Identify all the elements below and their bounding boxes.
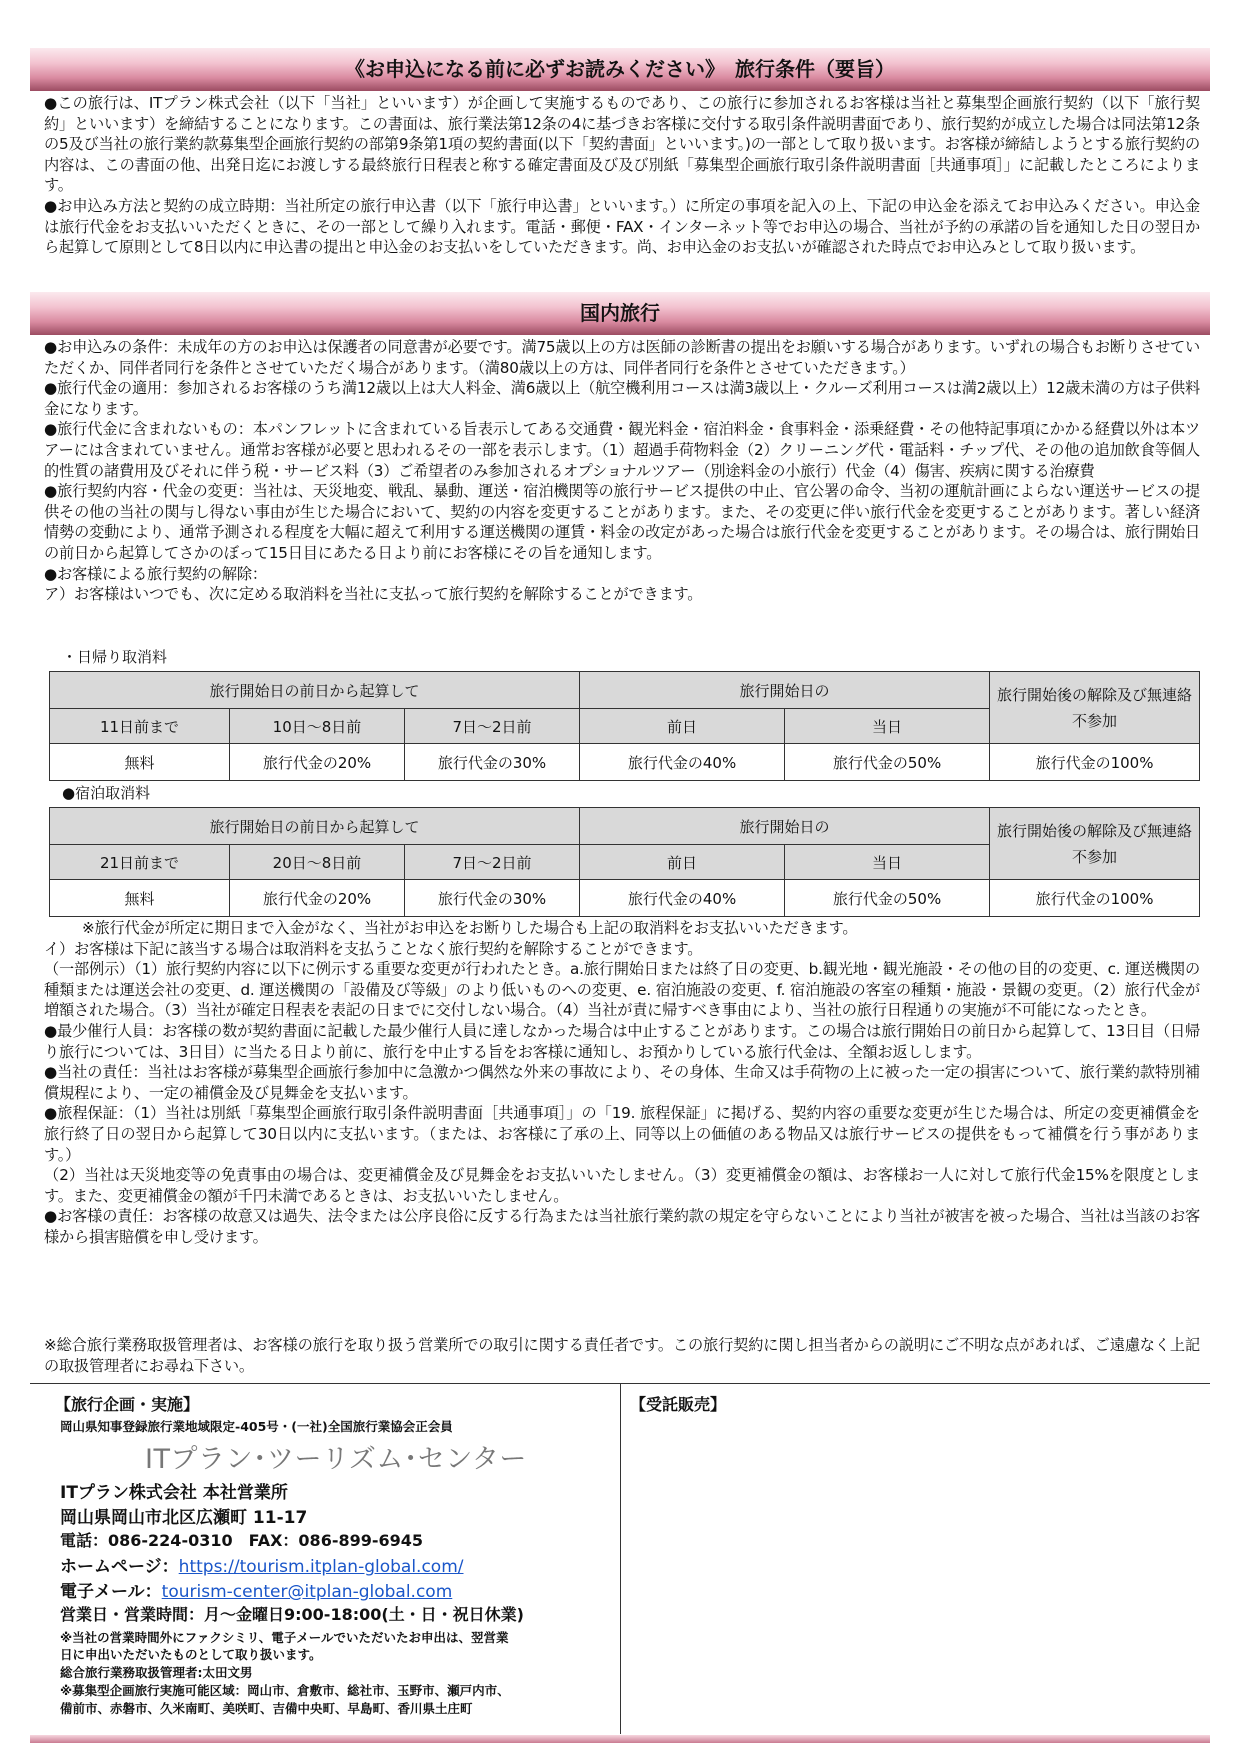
hours-note: ※当社の営業時間外にファクシミリ、電子メールでいただいたお申出は、翌営業 bbox=[60, 1630, 509, 1645]
company-logo: ITプラン･ツーリズム･センター bbox=[145, 1444, 527, 1475]
domestic-paragraph: ●旅行契約内容・代金の変更：当社は、天災地変、戦乱、暴動、運送・宿泊機関等の旅行サービス提供の中止、官公署の命令、当初の運航計画によらない運送サービスの提供その他の当社の関与し得ない事由が生じた場合において、契約の内容を変更することがあります。また、その変更に伴い旅行代金を変更することがあります。著しい経済情勢の変動により、通常予測される程度を大幅に超えて利用する運送機関の運賃・料金の改定があった場合は旅行代金を変更することがあります。その場合は、旅行開始日の前日から起算してさかのぼって15日目にあたる日より前にお客様にその旨を通知します。 bbox=[44, 482, 1200, 562]
terms-paragraph: ※旅行代金が所定に期日まで入金がなく、当社がお申込をお断りした場合も上記の取消料をお支払いいただきます。 bbox=[82, 919, 858, 937]
header-first: 11日前まで bbox=[50, 709, 230, 744]
table-cell: 旅行代金の50% bbox=[785, 744, 990, 781]
homepage-label: ホームページ： bbox=[60, 1557, 179, 1577]
conditions-banner: 《お申込になる前に必ずお読みください》 旅行条件（要旨） bbox=[30, 48, 1210, 91]
header-first: 21日前まで bbox=[50, 845, 230, 880]
table-cell: 旅行代金の20% bbox=[230, 744, 405, 781]
header-same-day: 当日 bbox=[785, 845, 990, 880]
table-cell: 旅行代金の20% bbox=[230, 880, 405, 917]
domestic-banner: 国内旅行 bbox=[30, 292, 1210, 335]
stay-table-caption: ●宿泊取消料 bbox=[62, 784, 151, 802]
domestic-paragraph: ●お客様による旅行契約の解除： bbox=[44, 564, 267, 583]
homepage-row bbox=[60, 1552, 464, 1577]
header-d10-8: 10日～8日前 bbox=[230, 709, 405, 744]
company-phone: 電話：086-224-0310 FAX：086-899-6945 bbox=[60, 1531, 424, 1550]
terms-paragraph: ●お客様の責任：お客様の故意又は過失、法令または公序良俗に反する行為または当社旅行業約款の規定を守らないことにより当社が被害を被った場合、当社は当該のお客様から損害賠償を申し受けます。 bbox=[44, 1207, 1200, 1246]
header-onday: 旅行開始日の bbox=[580, 808, 990, 845]
email-link[interactable]: tourism-center@itplan-global.com bbox=[161, 1582, 453, 1602]
consign-label: 【受託販売】 bbox=[630, 1395, 727, 1414]
header-same-day: 当日 bbox=[785, 709, 990, 744]
table-cell: 旅行代金の30% bbox=[405, 880, 580, 917]
bottom-bar bbox=[30, 1735, 1210, 1743]
service-area: ※募集型企画旅行実施可能区域：岡山市、倉敷市、総社市、玉野市、瀬戸内市、 bbox=[60, 1683, 510, 1698]
table-cell: 無料 bbox=[50, 744, 230, 781]
terms-paragraph: ●最少催行人員：お客様の数が契約書面に記載した最少催行人員に達しなかった場合は中止することがあります。この場合は旅行開始日の前日から起算して、13日目（日帰り旅行については、3日目）に当たる日より前に、旅行を中止する旨をお客様に通知し、お預かりしている旅行代金は、全額お返しします。 bbox=[44, 1021, 1200, 1061]
domestic-paragraph: ア）お客様はいつでも、次に定める取消料を当社に支払って旅行契約を解除することができます。 bbox=[44, 585, 703, 604]
manager-note: ※総合旅行業務取扱管理者は、お客様の旅行を取り扱う営業所での取引に関する責任者です。この旅行契約に関し担当者からの説明にご不明な点があれば、ご遠慮なく上記の取扱管理者にお尋ね下さい。 bbox=[44, 1336, 1200, 1375]
homepage-link[interactable]: https://tourism.itplan-global.com/ bbox=[178, 1557, 464, 1577]
travel-manager: 総合旅行業務取扱管理者:太田文男 bbox=[60, 1665, 253, 1680]
header-d7-2: 7日～2日前 bbox=[405, 845, 580, 880]
intro-section bbox=[44, 93, 1200, 258]
header-prev-day: 前日 bbox=[580, 709, 785, 744]
header-d7-2: 7日～2日前 bbox=[405, 709, 580, 744]
email-label: 電子メール： bbox=[60, 1582, 162, 1602]
intro-paragraph: ●お申込み方法と契約の成立時期：当社所定の旅行申込書（以下「旅行申込書」といいます。）に所定の事項を記入の上、下記の申込金を添えてお申込みください。申込金は旅行代金をお支払いいただくときに、その一部として繰り入れます。電話・郵便・FAX・インターネット等でお申込の場合、当社が予約の承諾の旨を通知した日の翌日から起算して原則として8日以内に申込書の提出と申込金のお支払いをしていただきます。尚、お申込金のお支払いが確認された時点でお申込みとして取り扱います。 bbox=[44, 196, 1200, 257]
daytrip-cancel-table bbox=[49, 671, 1200, 781]
domestic-paragraph: ●お申込みの条件：未成年の方のお申込は保護者の同意書が必要です。満75歳以上の方は医師の診断書の提出をお願いする場合があります。いずれの場合もお断りさせていただくか、同伴者同行を条件とさせていただく場合があります。（満80歳以上の方は、同伴者同行を条件とさせていただきます。） bbox=[44, 338, 1200, 377]
header-before: 旅行開始日の前日から起算して bbox=[50, 672, 580, 709]
header-onday: 旅行開始日の bbox=[580, 672, 990, 709]
terms-paragraph: （2）当社は天災地変等の免責事由の場合は、変更補償金及び見舞金をお支払いいたしません。（3）変更補償金の額は、お客様お一人に対して旅行代金15%を限度とします。また、変更補償金の額が千円未満であるときは、お支払いいたしません。 bbox=[44, 1166, 1200, 1205]
intro-paragraph: ●この旅行は、ITプラン株式会社（以下「当社」といいます）が企画して実施するものであり、この旅行に参加されるお客様は当社と募集型企画旅行契約（以下「旅行契約」といいます）を締結することになります。この書面は、旅行業法第12条の4に基づきお客様に交付する取引条件説明書面であり、旅行契約が成立した場合は同法第12条の5及び当社の旅行業約款募集型企画旅行契約の部第9条第1項の契約書面(以下「契約書面」といいます。)の一部として取り扱います。お客様が締結しようとする旅行契約の内容は、この書面の他、出発日迄にお渡しする最終旅行日程表と称する確定書面及び及び別紙「募集型企画旅行取引条件説明書面［共通事項］」に記載したところによります。 bbox=[44, 94, 1200, 195]
table-cell: 旅行代金の40% bbox=[580, 744, 785, 781]
table-cell: 旅行代金の100% bbox=[990, 744, 1200, 781]
domestic-paragraph: ●旅行代金に含まれないもの：本パンフレットに含まれている旨表示してある交通費・観光料金・宿泊料金・食事料金・添乗経費・その他特記事項にかかる経費以外は本ツアーには含まれていません。通常お客様が必要と思われるその一部を表示します。（1）超過手荷物料金（2）クリーニング代・電話料・チップ代、その他の追加飲食等個人的性質の諸費用及びそれに伴う税・サービス料（3）ご希望者のみ参加されるオプショナルツアー（別途料金の小旅行）代金（4）傷害、疾病に関する治療費 bbox=[44, 420, 1200, 480]
company-name: ITプラン株式会社 本社営業所 bbox=[60, 1483, 288, 1503]
table-cell: 旅行代金の100% bbox=[990, 880, 1200, 917]
header-d20-8: 20日～8日前 bbox=[230, 845, 405, 880]
footer-divider bbox=[620, 1384, 621, 1734]
table-cell: 旅行代金の40% bbox=[580, 880, 785, 917]
domestic-section bbox=[44, 337, 1200, 605]
header-after: 旅行開始後の解除及び無連絡不参加 bbox=[990, 672, 1200, 744]
stay-cancel-table bbox=[49, 807, 1200, 917]
terms-paragraph: （一部例示）（1）旅行契約内容に以下に例示する重要な変更が行われたとき。a.旅行開始日または終了日の変更、b.観光地・観光施設・その他の目的の変更、c. 運送機関の種類または運送会社の変更、d. 運送機関の「設備及び等級」のより低いものへの変更、e. 宿泊施設の変更、f. 宿泊施設の客室の種類・施設・景観の変更。（2）旅行代金が増額された場合。（3）当社が確定日程表を表記の日までに交付しない場合。（4）当社が責に帰すべき事由により、当社の旅行日程通りの実施が不可能になったとき。 bbox=[44, 960, 1200, 1020]
email-row bbox=[60, 1577, 452, 1602]
header-before: 旅行開始日の前日から起算して bbox=[50, 808, 580, 845]
header-after: 旅行開始後の解除及び無連絡不参加 bbox=[990, 808, 1200, 880]
terms-paragraph: ●旅程保証：（1）当社は別紙「募集型企画旅行取引条件説明書面［共通事項］」の「19. 旅程保証」に掲げる、契約内容の重要な変更が生じた場合は、所定の変更補償金を旅行終了日の翌日から起算して30日以内に支払います。（または、お客様に了承の上、同等以上の価値のある物品又は旅行サービスの提供をもって補償を行う事があります。） bbox=[44, 1104, 1200, 1164]
table-cell: 無料 bbox=[50, 880, 230, 917]
hours-note: 日に申出いただいたものとして取り扱います。 bbox=[60, 1647, 322, 1662]
daytrip-table-caption: ・日帰り取消料 bbox=[62, 648, 168, 666]
header-prev-day: 前日 bbox=[580, 845, 785, 880]
service-area: 備前市、赤磐市、久米南町、美咲町、吉備中央町、早島町、香川県土庄町 bbox=[60, 1701, 473, 1716]
table-cell: 旅行代金の30% bbox=[405, 744, 580, 781]
terms-section bbox=[44, 918, 1200, 1248]
registration: 岡山県知事登録旅行業地域限定-405号・(一社)全国旅行業協会正会員 bbox=[60, 1419, 453, 1434]
terms-paragraph: イ）お客様は下記に該当する場合は取消料を支払うことなく旅行契約を解除することができます。 bbox=[44, 939, 703, 958]
planning-label: 【旅行企画・実施】 bbox=[55, 1395, 200, 1414]
table-cell: 旅行代金の50% bbox=[785, 880, 990, 917]
terms-paragraph: ●当社の責任：当社はお客様が募集型企画旅行参加中に急激かつ偶然な外来の事故により、その身体、生命又は手荷物の上に被った一定の損害について、旅行業約款特別補償規程により、一定の補償金及び見舞金を支払います。 bbox=[44, 1063, 1200, 1102]
company-address: 岡山県岡山市北区広瀬町 11-17 bbox=[60, 1508, 308, 1528]
domestic-paragraph: ●旅行代金の適用：参加されるお客様のうち満12歳以上は大人料金、満6歳以上（航空機利用コースは満3歳以上・クルーズ利用コースは満2歳以上）12歳未満の方は子供料金になります。 bbox=[44, 379, 1200, 418]
business-hours: 営業日・営業時間：月～金曜日9:00-18:00(土・日・祝日休業) bbox=[60, 1605, 524, 1624]
footer bbox=[30, 1383, 1210, 1734]
